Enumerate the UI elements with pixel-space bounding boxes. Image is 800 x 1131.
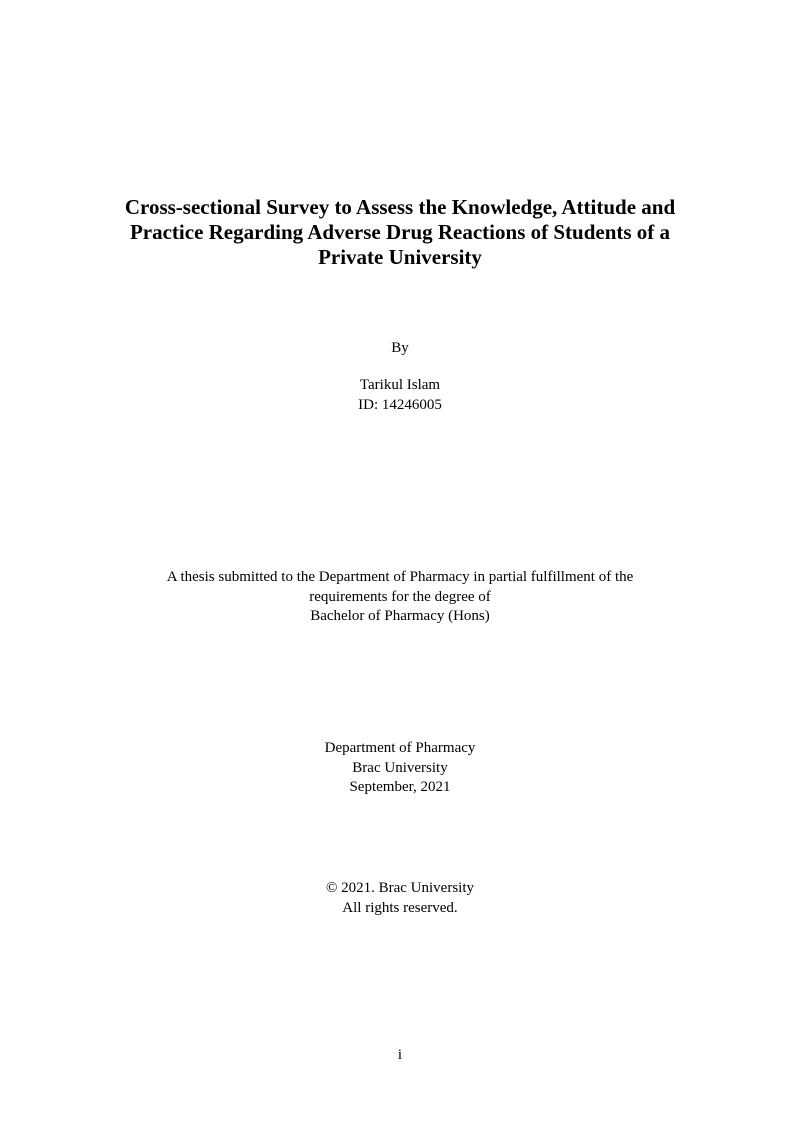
- copyright-line: © 2021. Brac University: [325, 880, 475, 896]
- author-name: Tarikul Islam: [359, 377, 441, 393]
- thesis-title-line-2: Practice Regarding Adverse Drug Reactions of Students of a: [129, 220, 671, 244]
- thesis-title: [0, 195, 800, 270]
- copyright-block: [0, 879, 800, 918]
- statement-line-1: A thesis submitted to the Department of Pharmacy in partial fulfillment of the: [166, 569, 634, 585]
- institution-block: [0, 739, 800, 798]
- thesis-title-line-1: Cross-sectional Survey to Assess the Knowledge, Attitude and: [124, 195, 676, 219]
- statement-line-2: requirements for the degree of: [309, 588, 491, 605]
- rights-reserved: All rights reserved.: [342, 899, 458, 916]
- thesis-title-line-3: Private University: [318, 245, 482, 269]
- by-text: By: [391, 340, 409, 356]
- author-block: [0, 376, 800, 415]
- author-id: ID: 14246005: [358, 396, 442, 413]
- submission-statement: [0, 568, 800, 627]
- page-number: [0, 1046, 800, 1066]
- university-name: Brac University: [352, 759, 448, 776]
- degree-name: Bachelor of Pharmacy (Hons): [310, 608, 490, 624]
- department-name: Department of Pharmacy: [324, 740, 476, 756]
- page-number-text: i: [397, 1047, 403, 1063]
- by-label: [0, 339, 800, 359]
- submission-date: September, 2021: [349, 779, 451, 795]
